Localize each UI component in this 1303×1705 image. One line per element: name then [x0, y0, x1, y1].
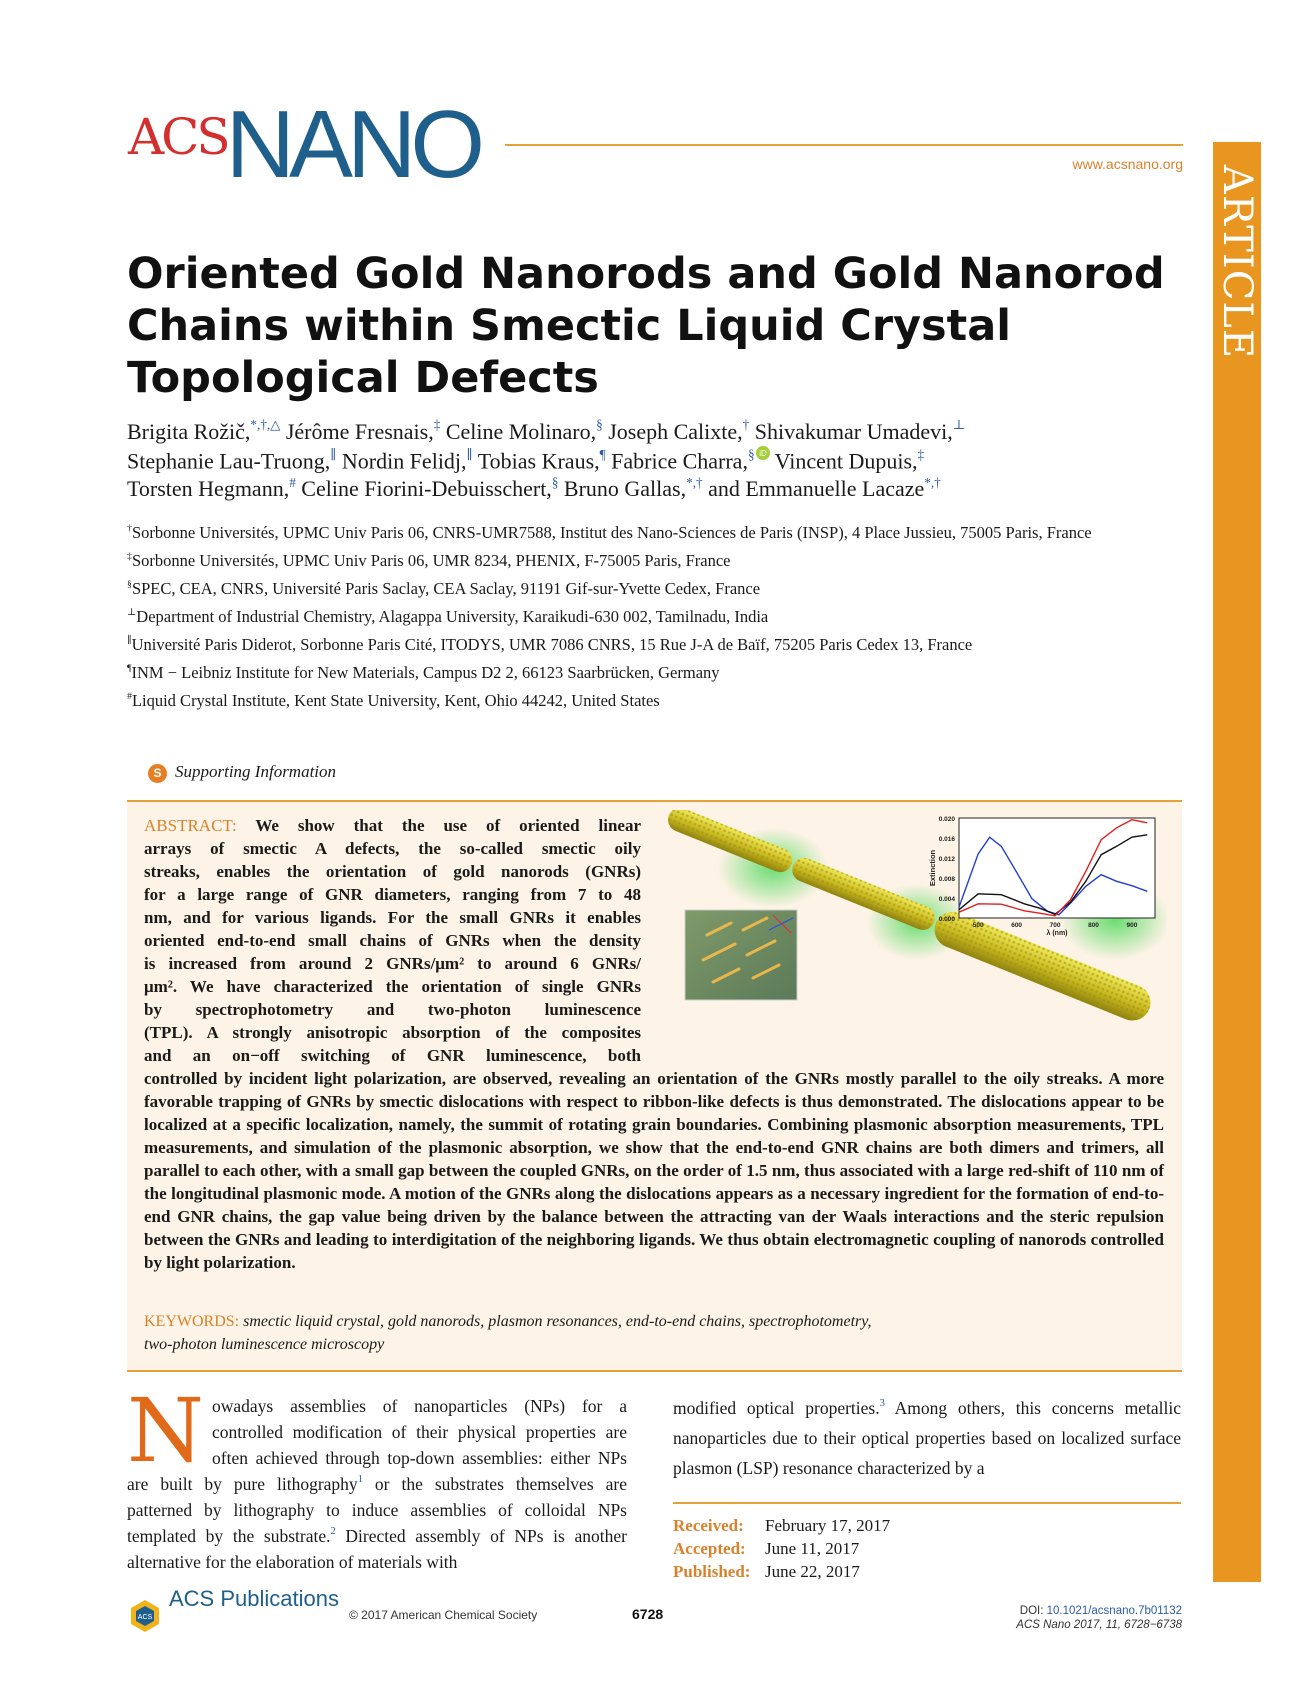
- body-text: owadays assemblies of nanoparticles (NPs) for a controlled modification of their physical properties are often achieved through top-down assemblies: either NPs are built by pure lithography: [127, 1396, 627, 1494]
- author-name[interactable]: Bruno Gallas,: [563, 476, 687, 502]
- abstract-line: by spectrophotometry and two-photon luminescence: [144, 1000, 641, 1019]
- supporting-information-link[interactable]: [148, 762, 336, 784]
- affiliation: [127, 690, 1187, 712]
- author-affil-mark[interactable]: *,†: [924, 474, 941, 490]
- acs-hexagon-icon: [127, 1598, 163, 1634]
- author-affil-mark[interactable]: ∥: [466, 446, 473, 462]
- affiliation: [127, 522, 1187, 544]
- doi-label: DOI:: [1019, 1605, 1044, 1617]
- affiliation: [127, 578, 1187, 600]
- author-affil-mark[interactable]: †: [742, 417, 750, 433]
- chart-y-tick-label: 0.008: [938, 876, 955, 883]
- keywords: [144, 1310, 1144, 1356]
- affiliation-text: Sorbonne Universités, UPMC Univ Paris 06, UMR 8234, PHENIX, F-75005 Paris, France: [131, 551, 731, 570]
- author-name[interactable]: Stephanie Lau-Truong,: [127, 448, 331, 474]
- affiliation-mark: ‡: [127, 550, 132, 562]
- author-list: [127, 418, 1207, 503]
- author-name[interactable]: Brigita Rožič,: [127, 419, 251, 444]
- abstract-line: arrays of smectic A defects, the so-called smectic oily: [144, 839, 641, 858]
- chart-y-tick-label: 0.012: [938, 856, 955, 863]
- reference-link[interactable]: 3: [879, 1398, 885, 1410]
- author-name[interactable]: Torsten Hegmann,: [127, 476, 290, 502]
- doi-link[interactable]: 10.1021/acsnano.7b01132: [1046, 1605, 1182, 1617]
- chart-x-axis-label: λ (nm): [1046, 930, 1068, 937]
- supporting-info-icon: S: [148, 764, 167, 783]
- body-text: or the substrates themselves are patterned by lithography to induce assemblies of colloidal NPs templated by the substrate.: [127, 1474, 627, 1546]
- affiliation-text: SPEC, CEA, CNRS, Université Paris Saclay, CEA Saclay, 91191 Gif-sur-Yvette Cedex, France: [131, 579, 761, 598]
- body-text: modified optical properties.: [673, 1398, 880, 1418]
- chart-y-axis-label: Extinction: [928, 849, 937, 887]
- abstract-line: and an on−off switching of GNR luminescence, both: [144, 1046, 641, 1065]
- logo-acs-text: ACS: [128, 108, 228, 166]
- chart-y-tick-label: 0.020: [938, 816, 955, 823]
- date-label: Accepted:: [673, 1539, 746, 1558]
- affiliation: [127, 550, 1187, 572]
- date-value: June 22, 2017: [765, 1562, 860, 1581]
- abstract-line: nm, and for various ligands. For the small GNRs it enables: [144, 908, 641, 927]
- citation: ACS Nano 2017, 11, 6728−6738: [1016, 1619, 1182, 1631]
- chart-plot-area: [959, 818, 1155, 918]
- chart-x-tick-label: 600: [1011, 922, 1023, 929]
- keywords-line: smectic liquid crystal, gold nanorods, plasmon resonances, end-to-end chains, spectrophotometry,: [243, 1313, 872, 1330]
- author-name[interactable]: Joseph Calixte,: [608, 419, 743, 444]
- chart-x-tick-label: 800: [1088, 922, 1099, 929]
- reference-link[interactable]: 2: [330, 1526, 336, 1538]
- affiliation-mark: ∥: [127, 634, 132, 646]
- copyright: © 2017 American Chemical Society: [349, 1608, 538, 1622]
- publisher-name: ACS Publications: [169, 1586, 339, 1611]
- author-line: [127, 418, 1207, 446]
- abstract-full-width-text: controlled by incident light polarization, are observed, revealing an orientation of the GNRs mostly parallel to the oily streaks. A more favorable trapping of GNRs by smectic dislocations with respect to ribbon-like defects is thus demonstrated. The dislocations appear to be localized at a specific localization, namely, the summit of rotating grain boundaries. Combining plasmonic absorption measurements, TPL measurements, and simulation of the plasmonic absorption, we show that the end-to-end GNR chains are both dimers and trimers, all parallel to each other, with a small gap between the coupled GNRs, on the order of 1.5 nm, thus associated with a large red-shift of 110 nm of the longitudinal plasmonic mode. A motion of the GNRs along the dislocations appears as a necessary ingredient for the formation of end-to-end GNR chains, the gap value being driven by the balance between the attracting van der Waals interactions and the steric repulsion between the GNRs and leading to interdigitation of the neighboring ligands. We thus obtain electromagnetic coupling of nanorods controlled by light polarization.: [144, 1069, 1164, 1272]
- body-text: Among others, this concerns metallic nanoparticles due to their optical properties based on localized surface plasmon (LSP) resonance characterized by a: [673, 1398, 1182, 1478]
- affiliation: [127, 662, 1187, 684]
- author-name[interactable]: Celine Fiorini-Debuisschert,: [301, 476, 552, 502]
- title-line: Chains within Smectic Liquid Crystal: [127, 301, 1011, 351]
- chart-x-tick-label: 900: [1126, 922, 1138, 929]
- orcid-icon[interactable]: [756, 446, 770, 460]
- journal-logo[interactable]: [128, 91, 481, 198]
- author-name[interactable]: Jérôme Fresnais,: [285, 419, 434, 444]
- body-left-column: [127, 1379, 627, 1575]
- abstract-left-column: [144, 814, 641, 1067]
- affiliation: [127, 634, 1187, 656]
- svg-text:iD: iD: [758, 449, 767, 458]
- author-affil-mark[interactable]: #: [289, 474, 296, 490]
- abstract-label: ABSTRACT:: [144, 816, 237, 835]
- chart-y-tick-label: 0.000: [938, 916, 955, 923]
- date-label: Published:: [673, 1562, 751, 1581]
- keywords-label: KEYWORDS:: [144, 1313, 240, 1330]
- affiliation-text: Department of Industrial Chemistry, Alagappa University, Karaikudi-630 002, Tamilnadu, India: [136, 607, 769, 626]
- author-name[interactable]: Vincent Dupuis,: [774, 448, 918, 474]
- date-row: [673, 1560, 1181, 1583]
- author-affil-mark[interactable]: §: [551, 474, 559, 490]
- title-line: Topological Defects: [127, 353, 599, 403]
- chart-x-tick-label: 500: [972, 922, 984, 929]
- publication-dates: [673, 1502, 1181, 1583]
- affiliation-text: Liquid Crystal Institute, Kent State University, Kent, Ohio 44242, United States: [131, 691, 660, 710]
- body-text: Directed assembly of NPs is another alternative for the elaboration of materials with: [127, 1526, 627, 1572]
- abstract-line-text: We show that the use of oriented linear: [255, 816, 641, 835]
- page-number: 6728: [632, 1606, 664, 1622]
- affiliation-text: Sorbonne Universités, UPMC Univ Paris 06, CNRS-UMR7588, Institut des Nano-Sciences de Paris (INSP), 4 Place Jussieu, 75005 Paris, France: [131, 523, 1092, 542]
- author-name[interactable]: Celine Molinaro,: [445, 419, 597, 444]
- abstract-line: [144, 814, 641, 837]
- chart-x-tick-label: 700: [1049, 922, 1061, 929]
- author-line: [127, 475, 1207, 503]
- affiliation-text: INM − Leibniz Institute for New Materials, Campus D2 2, 66123 Saarbrücken, Germany: [131, 663, 720, 682]
- author-affil-mark[interactable]: *,†,△: [250, 417, 281, 433]
- affiliation-mark: ⊥: [127, 606, 137, 618]
- chart-y-tick-label: 0.004: [938, 896, 955, 903]
- journal-header: [128, 91, 1183, 198]
- affiliation-mark: †: [127, 522, 132, 534]
- microscopy-inset: [685, 910, 797, 1000]
- abstract-line: for a large range of GNR diameters, ranging from 7 to 48: [144, 885, 641, 904]
- author-name[interactable]: Tobias Kraus,: [477, 448, 600, 474]
- header-rule: [505, 144, 1183, 146]
- title-line: Oriented Gold Nanorods and Gold Nanorod: [127, 249, 1165, 299]
- body-right-column: [673, 1393, 1181, 1483]
- doi-block: [1016, 1604, 1182, 1632]
- affiliation: [127, 606, 1187, 628]
- reference-link[interactable]: 1: [357, 1474, 363, 1486]
- affiliation-list: [127, 522, 1187, 718]
- acs-publications-logo[interactable]: [127, 1586, 339, 1636]
- abstract-line: μm². We have characterized the orientation of single GNRs: [144, 977, 641, 996]
- site-url-link[interactable]: www.acsnano.org: [1072, 156, 1183, 172]
- affiliation-text: Université Paris Diderot, Sorbonne Paris Cité, ITODYS, UMR 7086 CNRS, 15 Rue J-A de Baïf, 75205 Paris Cedex 13, France: [131, 635, 973, 654]
- affiliation-mark: #: [127, 690, 132, 702]
- abstract-line: is increased from around 2 GNRs/μm² to around 6 GNRs/: [144, 954, 641, 973]
- doi-line: [1016, 1604, 1182, 1618]
- abstract-line: (TPL). A strongly anisotropic absorption of the composites: [144, 1023, 641, 1042]
- author-affil-mark[interactable]: ⊥: [952, 417, 966, 433]
- author-name[interactable]: and Emmanuelle Lacaze: [708, 476, 925, 502]
- author-affil-mark[interactable]: ∥: [330, 446, 337, 462]
- abstract-line: oriented end-to-end small chains of GNRs when the density: [144, 931, 641, 950]
- keywords-line: two-photon luminescence microscopy: [144, 1336, 385, 1353]
- abstract-line: streaks, enables the orientation of gold nanorods (GNRs): [144, 862, 641, 881]
- author-affil-mark[interactable]: ‡: [917, 446, 925, 462]
- author-name[interactable]: Shivakumar Umadevi,: [754, 419, 953, 444]
- author-affil-mark[interactable]: §: [747, 446, 755, 462]
- affiliation-mark: §: [127, 578, 132, 590]
- author-line: [127, 446, 1207, 475]
- author-name[interactable]: Fabrice Charra,: [611, 448, 748, 474]
- date-row: [673, 1537, 1181, 1560]
- author-affil-mark[interactable]: §: [596, 417, 603, 433]
- affiliation-mark: ¶: [127, 662, 132, 674]
- date-value: June 11, 2017: [765, 1539, 860, 1558]
- article-label-text: ARTICLE: [1214, 164, 1260, 360]
- chart-y-tick-label: 0.016: [938, 836, 955, 843]
- svg-text:ACS: ACS: [137, 1614, 153, 1621]
- date-value: February 17, 2017: [765, 1516, 891, 1535]
- article-label: [1213, 142, 1261, 382]
- supporting-info-label: Supporting Information: [175, 762, 337, 781]
- logo-nano-text: NANO: [225, 91, 479, 198]
- abstract-box: [127, 800, 1182, 1372]
- page-footer: [127, 1586, 1182, 1646]
- date-row: [673, 1514, 1181, 1537]
- author-name[interactable]: Nordin Felidj,: [341, 448, 467, 474]
- date-label: Received:: [673, 1516, 744, 1535]
- article-title: [127, 248, 1165, 404]
- drop-cap: N: [127, 1379, 204, 1482]
- author-affil-mark[interactable]: ¶: [599, 446, 606, 462]
- author-affil-mark[interactable]: *,†: [686, 474, 703, 490]
- author-affil-mark[interactable]: ‡: [433, 417, 441, 433]
- toc-graphic: [655, 810, 1167, 1042]
